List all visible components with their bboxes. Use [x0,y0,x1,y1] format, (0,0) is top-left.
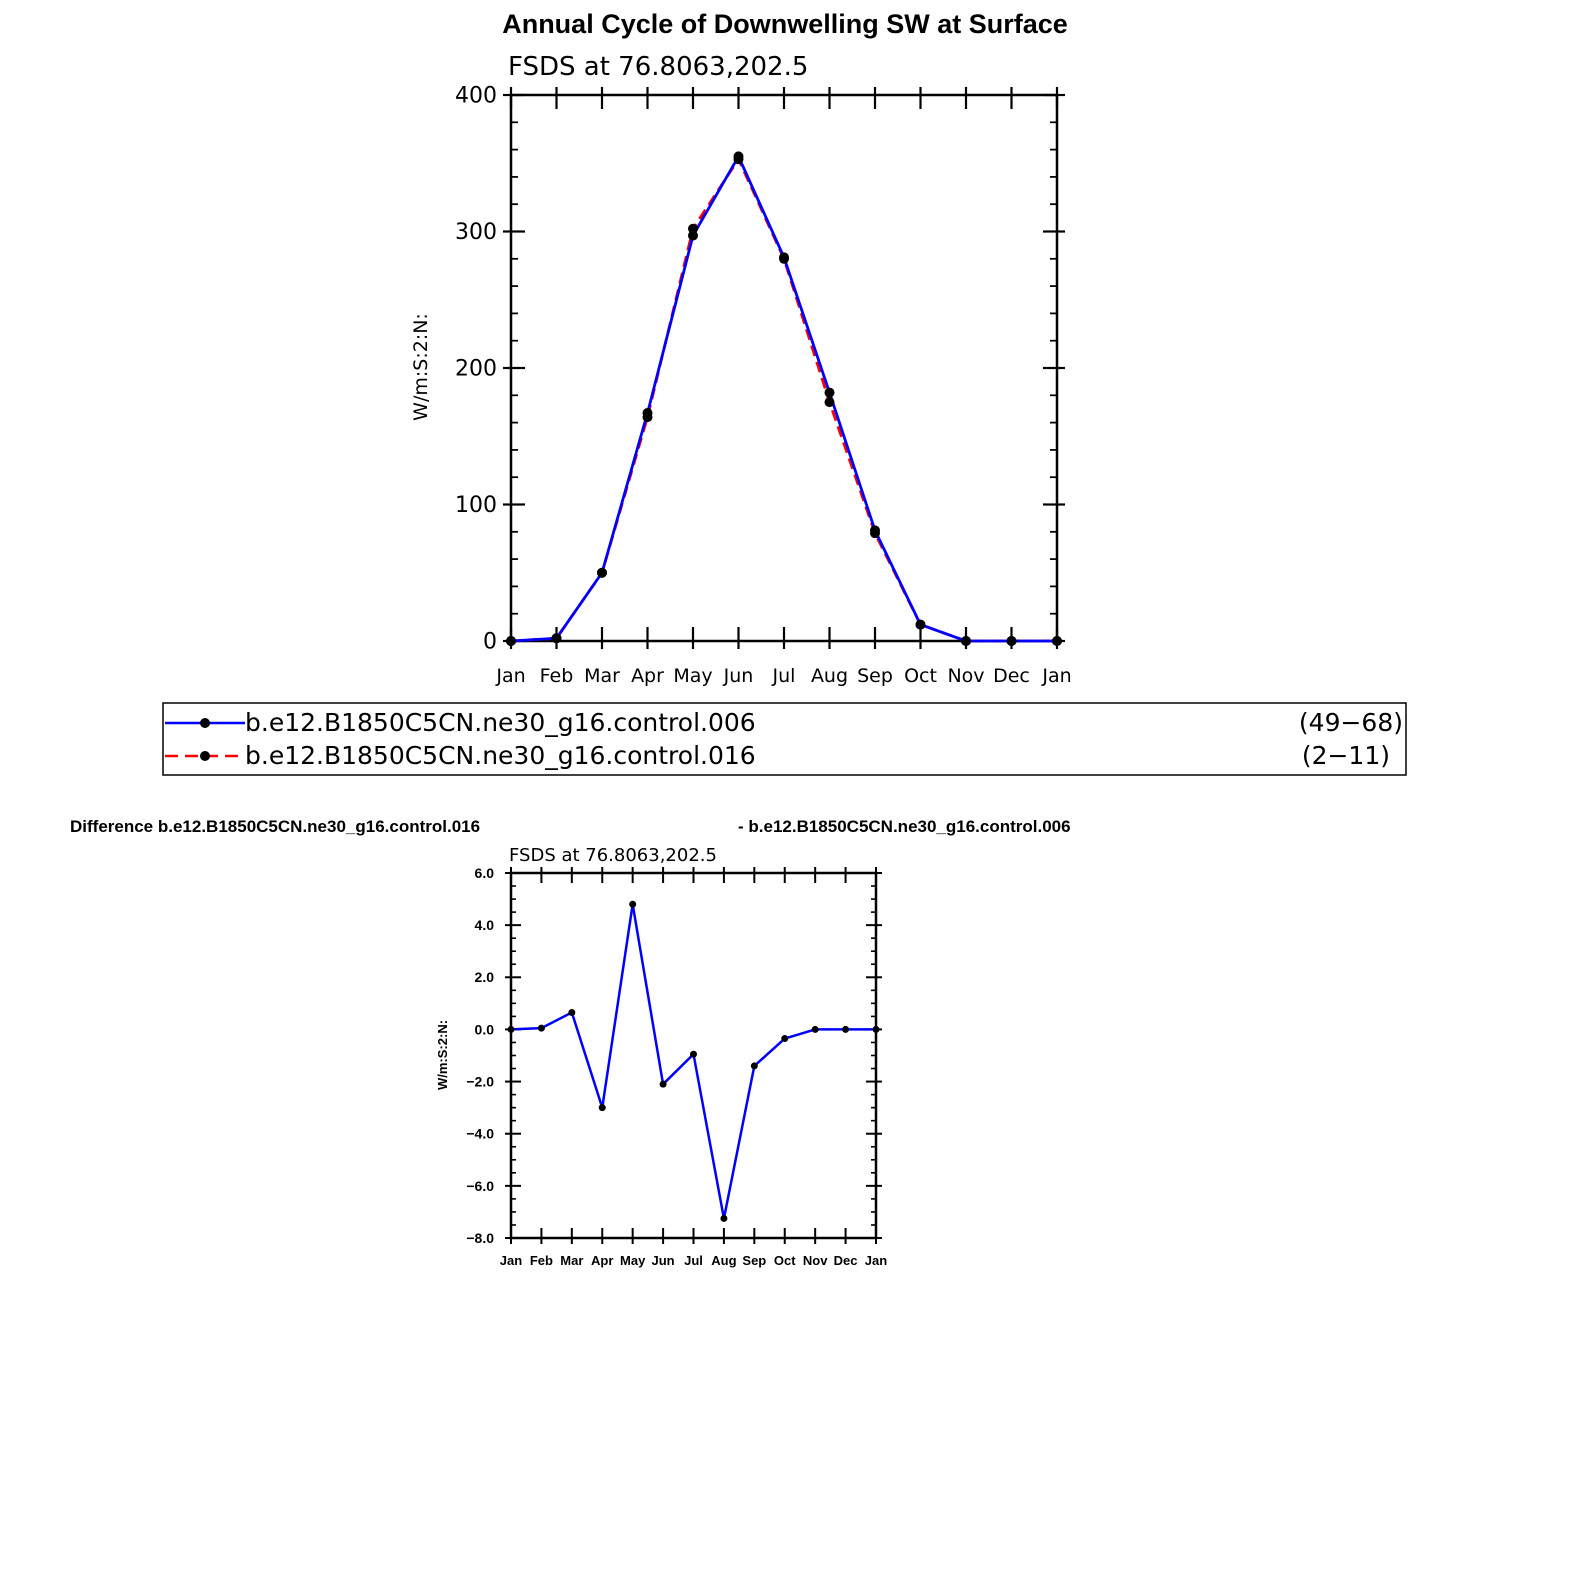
series-1-point [690,1051,697,1058]
series-1-point [552,633,562,643]
series-1-point [961,636,971,646]
series-1-point [506,636,516,646]
series-1-point [629,901,636,908]
y-tick-label: 300 [455,220,497,246]
series-1-point [734,151,744,161]
x-tick-label: May [620,1253,646,1268]
y-tick-label: 400 [455,83,497,109]
x-tick-label: Feb [529,1253,553,1268]
series-1-point [781,1035,788,1042]
series-1-point [660,1081,667,1088]
series-1-point [870,525,880,535]
y-tick-label: −4.0 [466,1125,494,1142]
x-tick-label: Jun [651,1253,675,1268]
y-tick-label: 6.0 [474,864,494,881]
series-1-point [751,1062,758,1069]
x-tick-label: May [673,665,713,687]
x-tick-label: Aug [711,1253,737,1268]
series-1-point [597,568,607,578]
series-1-point [538,1025,545,1032]
x-tick-label: Aug [810,665,849,687]
x-tick-label: Oct [773,1253,796,1268]
x-tick-label: Nov [947,665,985,687]
series-2-line [511,159,1057,641]
x-tick-label: Jul [684,1253,703,1268]
page-title: Annual Cycle of Downwelling SW at Surface [502,9,1068,39]
series-1-point [568,1009,575,1016]
series-1-point [508,1026,515,1033]
x-tick-label: Dec [993,665,1030,687]
y-tick-label: 4.0 [474,917,494,934]
x-tick-label: Mar [584,665,620,687]
series-1-point [842,1026,849,1033]
y-tick-label: −2.0 [466,1073,494,1090]
legend-marker-series-2 [200,751,210,761]
x-tick-label: Jan [499,1253,523,1268]
top-chart-ylabel: W/m:S:2:N: [410,313,432,421]
x-tick-label: Nov [802,1253,828,1268]
series-1-point [1052,636,1062,646]
x-tick-label: Jul [772,665,796,687]
y-tick-label: 0 [483,629,497,655]
series-1-point [812,1026,819,1033]
y-tick-label: −8.0 [466,1229,494,1246]
x-tick-label: Jun [723,665,754,687]
series-1-point [599,1104,606,1111]
series-1-point [916,620,926,630]
series-2-point [825,397,835,407]
series-1-point [688,231,698,241]
y-tick-label: 100 [455,493,497,519]
x-tick-label: Oct [904,665,937,687]
legend-years-series-2: (2−11) [1301,741,1390,770]
x-tick-label: Apr [591,1253,614,1268]
x-tick-label: Jan [864,1253,888,1268]
series-1-point [643,408,653,418]
diff-title-left: Difference b.e12.B1850C5CN.ne30_g16.control.016 [70,817,481,836]
x-tick-label: Feb [539,665,574,687]
series-1-point [779,252,789,262]
top-chart-subtitle: FSDS at 76.8063,202.5 [508,52,809,82]
series-1-point [720,1215,727,1222]
x-tick-label: Apr [631,665,664,687]
plot-frame [511,95,1057,641]
series-1-line [511,156,1057,641]
legend-years-series-1: (49−68) [1298,708,1403,737]
x-tick-label: Dec [833,1253,858,1268]
x-tick-label: Sep [857,665,893,687]
series-1-point [873,1026,880,1033]
x-tick-label: Jan [496,665,526,687]
series-1-point [825,388,835,398]
y-tick-label: −6.0 [466,1177,494,1194]
y-tick-label: 200 [455,356,497,382]
series-1-line [511,904,876,1218]
legend [163,703,1406,775]
top-chart [455,84,1072,687]
diff-chart-ylabel: W/m:S:2:N: [435,1019,450,1091]
y-tick-label: 2.0 [474,969,494,986]
legend-label-series-2: b.e12.B1850C5CN.ne30_g16.control.016 [245,741,756,770]
legend-label-series-1: b.e12.B1850C5CN.ne30_g16.control.006 [245,708,756,737]
x-tick-label: Jan [1042,665,1072,687]
x-tick-label: Mar [560,1253,584,1268]
diff-title-right: - b.e12.B1850C5CN.ne30_g16.control.006 [738,817,1071,836]
x-tick-label: Sep [742,1253,767,1268]
legend-marker-series-1 [200,718,210,728]
y-tick-label: 0.0 [474,1021,494,1038]
diff-chart [466,865,887,1268]
diff-chart-subtitle: FSDS at 76.8063,202.5 [509,845,717,866]
series-1-point [1007,636,1017,646]
